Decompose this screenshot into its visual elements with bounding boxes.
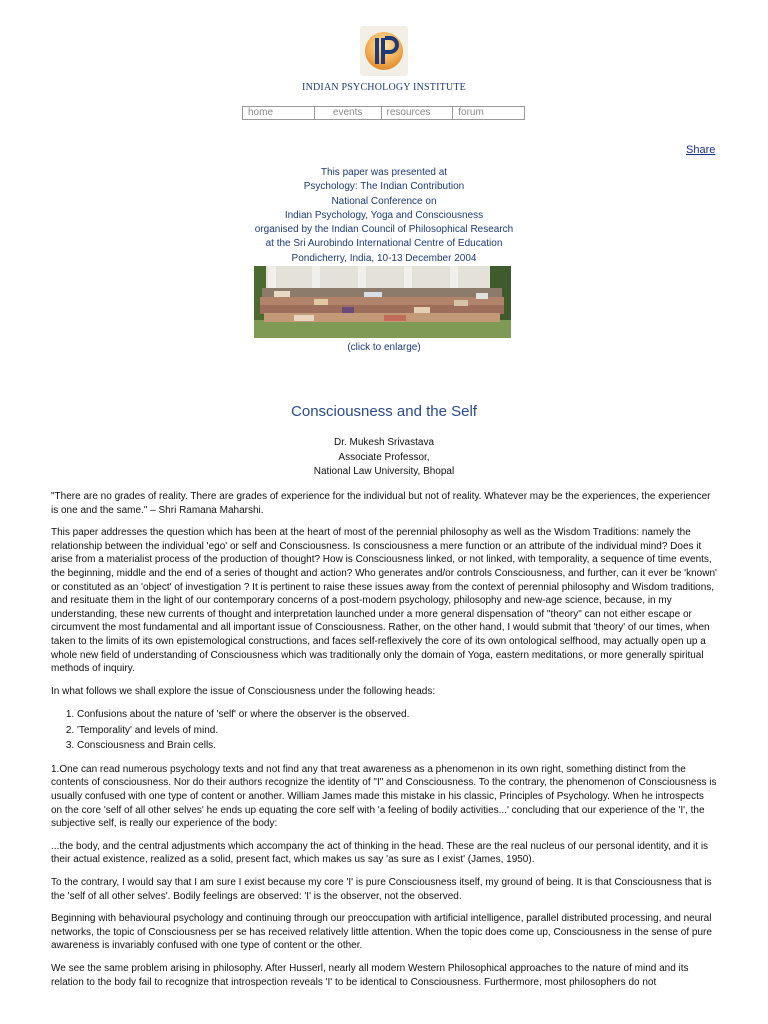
author-name: Dr. Mukesh Srivastava xyxy=(333,437,435,448)
nav-resources[interactable]: resources xyxy=(382,107,454,119)
presentation-line: Pondicherry, India, 10-13 December 2004 xyxy=(291,252,477,264)
paragraph: To the contrary, I would say that I am sure I exist because my core 'I' is pure Consciousness itself, my ground of being. It is that Consciousness that is the 'self of all other selves'. Bodily feelings are observed: 'I' is the observer, not the observed. xyxy=(51,876,712,902)
author-position: Associate Professor, xyxy=(338,451,430,463)
list-item: 3. Consciousness and Brain cells. xyxy=(77,738,717,754)
author-block xyxy=(0,436,768,480)
main-nav xyxy=(242,106,525,120)
paragraph: 1.One can read numerous psychology texts and not find any that treat awareness as a phenomenon in its own right, something distinct from the contents of consciousness. Nor do their authors recognize the identity of "I" and Consciousness. To the contrary, the phenomenon of Consciousness is usually confused with one type of content or another. William James made this mistake in his classic, Principles of Psychology. When he introspects on the core 'self of all other selves' he ends up equating the core self with 'a feeling of bodily activities...' concluding that our experience of the 'I', the subjective self, is really our experience of the body: xyxy=(51,763,717,830)
share-link[interactable]: Share xyxy=(686,144,716,156)
presentation-line: National Conference on xyxy=(331,195,437,207)
epigraph-quote: "There are no grades of reality. There are grades of experience for the individual but not of reality. Whatever may be the experiences, the experiencer is one and the same." – Shri Ramana Maharshi. xyxy=(51,491,711,516)
enlarge-caption[interactable]: (click to enlarge) xyxy=(347,342,421,353)
paragraph: We see the same problem arising in philosophy. After Husserl, nearly all modern Western Philosophical approaches to the nature of mind and its relation to the body fail to recognize that introspection reveals 'I' to be identical to Consciousness. Furthermore, most philosophers do not xyxy=(51,962,689,988)
list-item: 1. Confusions about the nature of 'self' or where the observer is the observed. xyxy=(77,707,717,723)
heads-list xyxy=(51,707,717,754)
list-item: 2. 'Temporality' and levels of mind. xyxy=(77,723,717,739)
nav-forum[interactable]: forum xyxy=(458,107,484,118)
nav-events[interactable]: events xyxy=(315,107,382,119)
presentation-line: organised by the Indian Council of Philosophical Research xyxy=(254,224,514,236)
article-title: Consciousness and the Self xyxy=(291,403,477,420)
conference-group-photo[interactable] xyxy=(254,266,511,338)
presentation-line: Indian Psychology, Yoga and Consciousness xyxy=(284,209,484,221)
paragraph: This paper addresses the question which has been at the heart of most of the perennial philosophy as well as the Wisdom Traditions: namely the relationship between the individual 'ego' or self and Consciousness. Is consciousness a mere function or an attribute of the individual mind? Does it arise from a materialist process of the production of thought? How is Consciousness linked, or not linked, with temporality, a sequence of time events, the beginning, middle and the end of a series of thought and action? Who generates and/or controls Consciousness, and further, can it ever be 'known' or constituted as an 'object' of investigation ? It is pertinent to raise these issues away from the context of perennial philosophy and Wisdom traditions, and resituate them in the light of our contemporary concerns of a post-modern psychology, philosophy and new-age science, because, in my understanding, these new currents of thought and interpretation launched under a more general dispensation of "theory" can not either escape or circumvent the most fundamental and all important issue of Consciousness. Rather, on the other hand, I would submit that 'theory' of our times, when taken to the limits of its own epistemological constructions, and faces self-reflexively the core of its own ontological selfhood, may actually open up a whole new field of understanding of Consciousness which was traditionally only the domain of Yoga, eastern meditations, or more generally spiritual methods of inquiry. xyxy=(51,527,717,675)
presentation-line: at the Sri Aurobindo International Centre of Education xyxy=(265,238,503,250)
paragraph: In what follows we shall explore the issue of Consciousness under the following heads: xyxy=(51,685,436,697)
paragraph: Beginning with behavioural psychology and continuing through our preoccupation with artificial intelligence, parallel distributed processing, and neural networks, the topic of Consciousness per se has received relatively little attention. When the topic does come up, Consciousness in the sense of pure awareness is invariably confused with one type of content or the other. xyxy=(51,913,712,952)
article-body xyxy=(51,490,717,998)
institute-name: INDIAN PSYCHOLOGY INSTITUTE xyxy=(302,82,466,93)
paragraph: ...the body, and the central adjustments which accompany the act of thinking in the head. These are the real nucleus of our personal identity, and it is their actual existence, realized as a solid, present fact, which makes us say 'as sure as I exist' (James, 1950). xyxy=(51,840,709,866)
author-affiliation: National Law University, Bhopal xyxy=(313,466,455,477)
institute-logo[interactable] xyxy=(360,26,408,76)
presentation-line: This paper was presented at xyxy=(320,167,448,178)
presentation-info xyxy=(0,166,768,266)
nav-home[interactable]: home xyxy=(243,107,315,119)
presentation-line: Psychology: The Indian Contribution xyxy=(303,181,465,193)
